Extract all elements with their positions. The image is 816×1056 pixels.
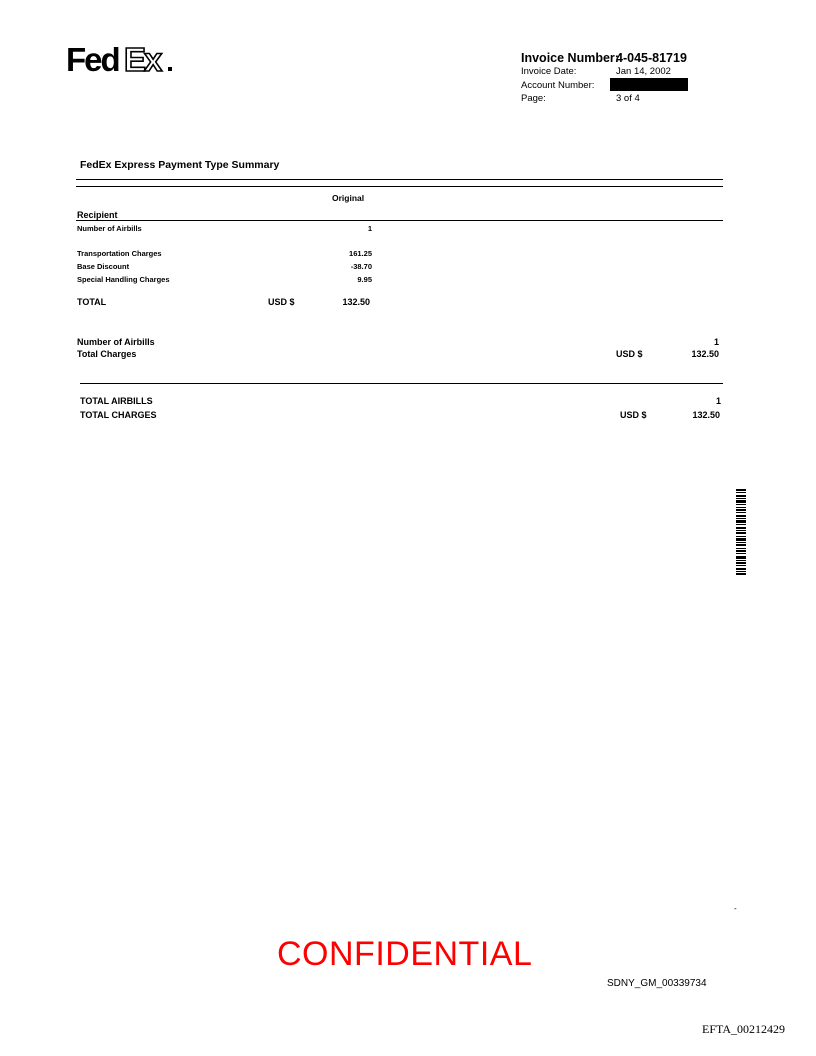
grand-total-currency: USD $ [620, 410, 647, 420]
total-charges-value: 132.50 [691, 349, 719, 359]
airbills-value: 1 [713, 337, 719, 347]
column-header-original: Original [332, 193, 365, 203]
total-label: TOTAL [77, 297, 107, 307]
page-value: 3 of 4 [616, 93, 640, 104]
invoice-number-label: Invoice Number: [521, 51, 619, 65]
efta-number: EFTA_00212429 [702, 1022, 786, 1036]
row-value: 1 [367, 224, 372, 233]
invoice-date: Jan 14, 2002 [616, 66, 671, 77]
divider [80, 383, 723, 384]
total-value: 132.50 [342, 297, 370, 307]
total-currency: USD $ [268, 297, 295, 307]
fedex-logo [66, 40, 176, 80]
svg-text:Fed: Fed [66, 41, 119, 78]
divider [76, 220, 723, 221]
account-number-label: Account Number: [521, 80, 595, 91]
svg-text:Ex: Ex [124, 41, 161, 78]
row-label: Number of Airbills [77, 224, 142, 233]
row-value: -38.70 [350, 262, 372, 271]
total-airbills-label: TOTAL AIRBILLS [80, 396, 153, 406]
confidential-stamp: CONFIDENTIAL [277, 935, 533, 973]
barcode [736, 489, 746, 581]
row-label: Special Handling Charges [77, 275, 170, 284]
total-charges-currency: USD $ [616, 349, 643, 359]
total-airbills-value: 1 [715, 396, 721, 406]
grand-total-charges-label: TOTAL CHARGES [80, 410, 157, 420]
section-title: FedEx Express Payment Type Summary [80, 159, 280, 171]
group-title-recipient: Recipient [77, 210, 118, 220]
row-label: Base Discount [77, 262, 130, 271]
page-label: Page: [521, 93, 546, 104]
redaction-box [610, 78, 688, 91]
airbills-label: Number of Airbills [77, 337, 155, 347]
total-charges-label: Total Charges [77, 349, 137, 359]
stray-mark: - [734, 904, 737, 913]
divider [76, 186, 723, 187]
row-label: Transportation Charges [77, 249, 162, 258]
bates-number: SDNY_GM_00339734 [607, 978, 707, 989]
grand-total-charges-value: 132.50 [692, 410, 720, 420]
invoice-date-label: Invoice Date: [521, 66, 577, 77]
row-value: 9.95 [357, 275, 372, 284]
row-value: 161.25 [349, 249, 372, 258]
divider [76, 179, 723, 180]
invoice-number: 4-045-81719 [616, 51, 687, 65]
